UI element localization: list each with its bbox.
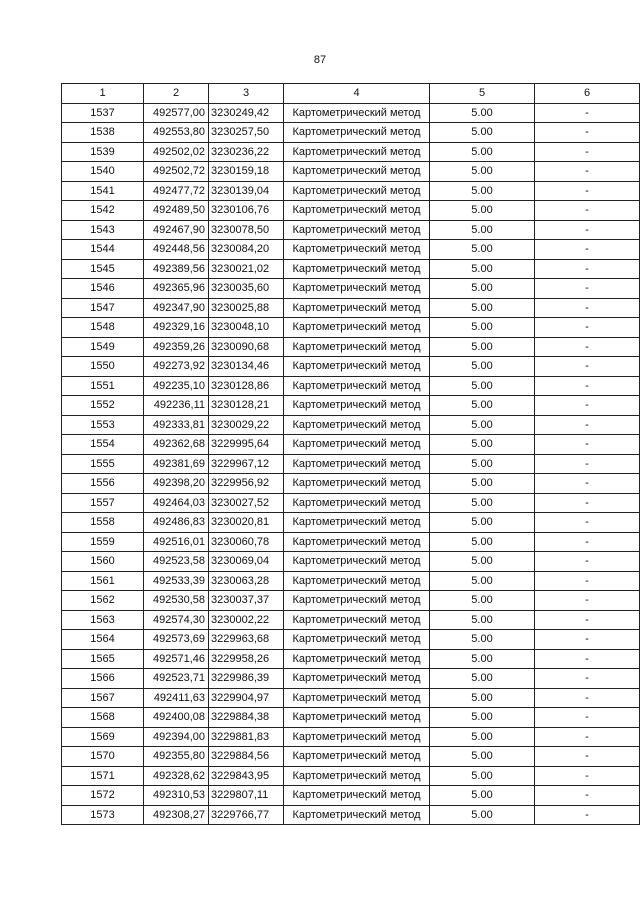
table-row	[62, 123, 640, 143]
method-cell: Картометрический метод	[284, 571, 430, 591]
point-number-cell: 1563	[62, 610, 144, 630]
table-row	[62, 786, 640, 806]
x-coordinate-cell: 492530,58	[144, 591, 209, 611]
note-cell: -	[535, 766, 640, 786]
accuracy-cell: 5.00	[430, 123, 535, 143]
y-coordinate-cell: 3230027,52	[209, 493, 284, 513]
accuracy-cell: 5.00	[430, 727, 535, 747]
point-number-cell: 1552	[62, 396, 144, 416]
x-coordinate-cell: 492400,08	[144, 708, 209, 728]
method-cell: Картометрический метод	[284, 162, 430, 182]
page-number: 87	[313, 54, 327, 66]
accuracy-cell: 5.00	[430, 454, 535, 474]
x-coordinate-cell: 492235,10	[144, 376, 209, 396]
note-cell: -	[535, 376, 640, 396]
y-coordinate-cell: 3229884,38	[209, 708, 284, 728]
y-coordinate-cell: 3230048,10	[209, 318, 284, 338]
table-row	[62, 259, 640, 279]
x-coordinate-cell: 492574,30	[144, 610, 209, 630]
point-number-cell: 1558	[62, 513, 144, 533]
x-coordinate-cell: 492486,83	[144, 513, 209, 533]
y-coordinate-cell: 3230249,42	[209, 103, 284, 123]
method-cell: Картометрический метод	[284, 493, 430, 513]
note-cell: -	[535, 298, 640, 318]
note-cell: -	[535, 337, 640, 357]
accuracy-cell: 5.00	[430, 630, 535, 650]
point-number-cell: 1550	[62, 357, 144, 377]
note-cell: -	[535, 805, 640, 825]
method-cell: Картометрический метод	[284, 727, 430, 747]
method-cell: Картометрический метод	[284, 513, 430, 533]
method-cell: Картометрический метод	[284, 532, 430, 552]
method-cell: Картометрический метод	[284, 669, 430, 689]
x-coordinate-cell: 492523,71	[144, 669, 209, 689]
note-cell: -	[535, 279, 640, 299]
y-coordinate-cell: 3230159,18	[209, 162, 284, 182]
column-header: 6	[535, 84, 640, 104]
accuracy-cell: 5.00	[430, 220, 535, 240]
note-cell: -	[535, 162, 640, 182]
accuracy-cell: 5.00	[430, 688, 535, 708]
table-row	[62, 337, 640, 357]
method-cell: Картометрический метод	[284, 318, 430, 338]
x-coordinate-cell: 492398,20	[144, 474, 209, 494]
table-row	[62, 201, 640, 221]
accuracy-cell: 5.00	[430, 747, 535, 767]
method-cell: Картометрический метод	[284, 630, 430, 650]
x-coordinate-cell: 492328,62	[144, 766, 209, 786]
x-coordinate-cell: 492464,03	[144, 493, 209, 513]
point-number-cell: 1555	[62, 454, 144, 474]
point-number-cell: 1544	[62, 240, 144, 260]
table-row	[62, 220, 640, 240]
method-cell: Картометрический метод	[284, 591, 430, 611]
x-coordinate-cell: 492347,90	[144, 298, 209, 318]
y-coordinate-cell: 3230236,22	[209, 142, 284, 162]
method-cell: Картометрический метод	[284, 415, 430, 435]
x-coordinate-cell: 492573,69	[144, 630, 209, 650]
point-number-cell: 1565	[62, 649, 144, 669]
accuracy-cell: 5.00	[430, 513, 535, 533]
point-number-cell: 1551	[62, 376, 144, 396]
x-coordinate-cell: 492571,46	[144, 649, 209, 669]
accuracy-cell: 5.00	[430, 181, 535, 201]
accuracy-cell: 5.00	[430, 298, 535, 318]
point-number-cell: 1541	[62, 181, 144, 201]
method-cell: Картометрический метод	[284, 298, 430, 318]
accuracy-cell: 5.00	[430, 201, 535, 221]
point-number-cell: 1573	[62, 805, 144, 825]
accuracy-cell: 5.00	[430, 669, 535, 689]
note-cell: -	[535, 571, 640, 591]
x-coordinate-cell: 492362,68	[144, 435, 209, 455]
accuracy-cell: 5.00	[430, 571, 535, 591]
note-cell: -	[535, 474, 640, 494]
y-coordinate-cell: 3230020,81	[209, 513, 284, 533]
point-number-cell: 1571	[62, 766, 144, 786]
table-row	[62, 240, 640, 260]
x-coordinate-cell: 492502,02	[144, 142, 209, 162]
table-row	[62, 396, 640, 416]
method-cell: Картометрический метод	[284, 688, 430, 708]
x-coordinate-cell: 492502,72	[144, 162, 209, 182]
accuracy-cell: 5.00	[430, 103, 535, 123]
note-cell: -	[535, 259, 640, 279]
y-coordinate-cell: 3229986,39	[209, 669, 284, 689]
method-cell: Картометрический метод	[284, 259, 430, 279]
x-coordinate-cell: 492477,72	[144, 181, 209, 201]
note-cell: -	[535, 357, 640, 377]
point-number-cell: 1546	[62, 279, 144, 299]
y-coordinate-cell: 3230128,86	[209, 376, 284, 396]
accuracy-cell: 5.00	[430, 318, 535, 338]
y-coordinate-cell: 3230069,04	[209, 552, 284, 572]
accuracy-cell: 5.00	[430, 649, 535, 669]
table-row	[62, 298, 640, 318]
method-cell: Картометрический метод	[284, 142, 430, 162]
table-row	[62, 805, 640, 825]
y-coordinate-cell: 3230021,02	[209, 259, 284, 279]
note-cell: -	[535, 688, 640, 708]
note-cell: -	[535, 240, 640, 260]
y-coordinate-cell: 3230029,22	[209, 415, 284, 435]
y-coordinate-cell: 3229881,83	[209, 727, 284, 747]
table-row	[62, 571, 640, 591]
note-cell: -	[535, 454, 640, 474]
note-cell: -	[535, 142, 640, 162]
note-cell: -	[535, 669, 640, 689]
point-number-cell: 1542	[62, 201, 144, 221]
coordinates-table	[61, 83, 640, 825]
note-cell: -	[535, 532, 640, 552]
note-cell: -	[535, 123, 640, 143]
method-cell: Картометрический метод	[284, 220, 430, 240]
y-coordinate-cell: 3229884,56	[209, 747, 284, 767]
note-cell: -	[535, 435, 640, 455]
point-number-cell: 1540	[62, 162, 144, 182]
note-cell: -	[535, 552, 640, 572]
table-row	[62, 747, 640, 767]
x-coordinate-cell: 492355,80	[144, 747, 209, 767]
method-cell: Картометрический метод	[284, 708, 430, 728]
table-row	[62, 669, 640, 689]
point-number-cell: 1537	[62, 103, 144, 123]
accuracy-cell: 5.00	[430, 708, 535, 728]
x-coordinate-cell: 492389,56	[144, 259, 209, 279]
point-number-cell: 1538	[62, 123, 144, 143]
point-number-cell: 1554	[62, 435, 144, 455]
table-row	[62, 708, 640, 728]
table-row	[62, 162, 640, 182]
y-coordinate-cell: 3229958,26	[209, 649, 284, 669]
point-number-cell: 1566	[62, 669, 144, 689]
method-cell: Картометрический метод	[284, 123, 430, 143]
column-header: 2	[144, 84, 209, 104]
point-number-cell: 1556	[62, 474, 144, 494]
point-number-cell: 1548	[62, 318, 144, 338]
note-cell: -	[535, 630, 640, 650]
method-cell: Картометрический метод	[284, 786, 430, 806]
x-coordinate-cell: 492394,00	[144, 727, 209, 747]
note-cell: -	[535, 220, 640, 240]
table-row	[62, 630, 640, 650]
note-cell: -	[535, 201, 640, 221]
accuracy-cell: 5.00	[430, 552, 535, 572]
table-row	[62, 435, 640, 455]
accuracy-cell: 5.00	[430, 786, 535, 806]
method-cell: Картометрический метод	[284, 747, 430, 767]
method-cell: Картометрический метод	[284, 435, 430, 455]
table-header-row	[62, 84, 640, 104]
note-cell: -	[535, 747, 640, 767]
method-cell: Картометрический метод	[284, 103, 430, 123]
y-coordinate-cell: 3230037,37	[209, 591, 284, 611]
method-cell: Картометрический метод	[284, 474, 430, 494]
x-coordinate-cell: 492329,16	[144, 318, 209, 338]
y-coordinate-cell: 3230002,22	[209, 610, 284, 630]
accuracy-cell: 5.00	[430, 142, 535, 162]
y-coordinate-cell: 3229967,12	[209, 454, 284, 474]
accuracy-cell: 5.00	[430, 591, 535, 611]
x-coordinate-cell: 492533,39	[144, 571, 209, 591]
method-cell: Картометрический метод	[284, 454, 430, 474]
point-number-cell: 1553	[62, 415, 144, 435]
table-row	[62, 766, 640, 786]
note-cell: -	[535, 415, 640, 435]
accuracy-cell: 5.00	[430, 493, 535, 513]
y-coordinate-cell: 3230060,78	[209, 532, 284, 552]
y-coordinate-cell: 3230139,04	[209, 181, 284, 201]
method-cell: Картометрический метод	[284, 279, 430, 299]
note-cell: -	[535, 181, 640, 201]
table-row	[62, 610, 640, 630]
x-coordinate-cell: 492273,92	[144, 357, 209, 377]
table-row	[62, 552, 640, 572]
note-cell: -	[535, 591, 640, 611]
x-coordinate-cell: 492365,96	[144, 279, 209, 299]
y-coordinate-cell: 3230090,68	[209, 337, 284, 357]
note-cell: -	[535, 786, 640, 806]
x-coordinate-cell: 492308,27	[144, 805, 209, 825]
accuracy-cell: 5.00	[430, 532, 535, 552]
table-row	[62, 357, 640, 377]
y-coordinate-cell: 3229963,68	[209, 630, 284, 650]
x-coordinate-cell: 492489,50	[144, 201, 209, 221]
note-cell: -	[535, 103, 640, 123]
x-coordinate-cell: 492381,69	[144, 454, 209, 474]
point-number-cell: 1557	[62, 493, 144, 513]
table-row	[62, 591, 640, 611]
accuracy-cell: 5.00	[430, 259, 535, 279]
table-row	[62, 474, 640, 494]
column-header: 4	[284, 84, 430, 104]
point-number-cell: 1549	[62, 337, 144, 357]
x-coordinate-cell: 492310,53	[144, 786, 209, 806]
point-number-cell: 1562	[62, 591, 144, 611]
x-coordinate-cell: 492467,90	[144, 220, 209, 240]
y-coordinate-cell: 3230025,88	[209, 298, 284, 318]
point-number-cell: 1547	[62, 298, 144, 318]
column-header: 1	[62, 84, 144, 104]
method-cell: Картометрический метод	[284, 396, 430, 416]
accuracy-cell: 5.00	[430, 474, 535, 494]
y-coordinate-cell: 3229807,11	[209, 786, 284, 806]
table-row	[62, 513, 640, 533]
method-cell: Картометрический метод	[284, 181, 430, 201]
accuracy-cell: 5.00	[430, 240, 535, 260]
point-number-cell: 1543	[62, 220, 144, 240]
point-number-cell: 1568	[62, 708, 144, 728]
point-number-cell: 1560	[62, 552, 144, 572]
y-coordinate-cell: 3230106,76	[209, 201, 284, 221]
table-row	[62, 493, 640, 513]
table-row	[62, 415, 640, 435]
y-coordinate-cell: 3230128,21	[209, 396, 284, 416]
y-coordinate-cell: 3229766,77	[209, 805, 284, 825]
y-coordinate-cell: 3230134,46	[209, 357, 284, 377]
table-row	[62, 727, 640, 747]
note-cell: -	[535, 396, 640, 416]
note-cell: -	[535, 318, 640, 338]
x-coordinate-cell: 492333,81	[144, 415, 209, 435]
table-row	[62, 454, 640, 474]
method-cell: Картометрический метод	[284, 337, 430, 357]
y-coordinate-cell: 3230035,60	[209, 279, 284, 299]
point-number-cell: 1567	[62, 688, 144, 708]
note-cell: -	[535, 649, 640, 669]
column-header: 5	[430, 84, 535, 104]
table-row	[62, 103, 640, 123]
note-cell: -	[535, 493, 640, 513]
point-number-cell: 1564	[62, 630, 144, 650]
table-row	[62, 376, 640, 396]
column-header: 3	[209, 84, 284, 104]
accuracy-cell: 5.00	[430, 415, 535, 435]
note-cell: -	[535, 708, 640, 728]
x-coordinate-cell: 492516,01	[144, 532, 209, 552]
accuracy-cell: 5.00	[430, 337, 535, 357]
point-number-cell: 1545	[62, 259, 144, 279]
accuracy-cell: 5.00	[430, 396, 535, 416]
table-row	[62, 649, 640, 669]
point-number-cell: 1569	[62, 727, 144, 747]
point-number-cell: 1570	[62, 747, 144, 767]
note-cell: -	[535, 727, 640, 747]
table-row	[62, 181, 640, 201]
y-coordinate-cell: 3230257,50	[209, 123, 284, 143]
x-coordinate-cell: 492553,80	[144, 123, 209, 143]
y-coordinate-cell: 3229995,64	[209, 435, 284, 455]
x-coordinate-cell: 492577,00	[144, 103, 209, 123]
y-coordinate-cell: 3230084,20	[209, 240, 284, 260]
table-row	[62, 318, 640, 338]
accuracy-cell: 5.00	[430, 610, 535, 630]
accuracy-cell: 5.00	[430, 805, 535, 825]
table-row	[62, 688, 640, 708]
point-number-cell: 1572	[62, 786, 144, 806]
method-cell: Картометрический метод	[284, 357, 430, 377]
accuracy-cell: 5.00	[430, 162, 535, 182]
accuracy-cell: 5.00	[430, 376, 535, 396]
y-coordinate-cell: 3229904,97	[209, 688, 284, 708]
method-cell: Картометрический метод	[284, 610, 430, 630]
point-number-cell: 1539	[62, 142, 144, 162]
y-coordinate-cell: 3230063,28	[209, 571, 284, 591]
x-coordinate-cell: 492411,63	[144, 688, 209, 708]
y-coordinate-cell: 3229843,95	[209, 766, 284, 786]
method-cell: Картометрический метод	[284, 649, 430, 669]
x-coordinate-cell: 492236,11	[144, 396, 209, 416]
table-body	[62, 103, 640, 825]
method-cell: Картометрический метод	[284, 552, 430, 572]
point-number-cell: 1559	[62, 532, 144, 552]
table-row	[62, 279, 640, 299]
note-cell: -	[535, 513, 640, 533]
accuracy-cell: 5.00	[430, 766, 535, 786]
point-number-cell: 1561	[62, 571, 144, 591]
method-cell: Картометрический метод	[284, 201, 430, 221]
y-coordinate-cell: 3230078,50	[209, 220, 284, 240]
method-cell: Картометрический метод	[284, 376, 430, 396]
y-coordinate-cell: 3229956,92	[209, 474, 284, 494]
x-coordinate-cell: 492359,26	[144, 337, 209, 357]
table-row	[62, 532, 640, 552]
note-cell: -	[535, 610, 640, 630]
method-cell: Картометрический метод	[284, 805, 430, 825]
table-row	[62, 142, 640, 162]
method-cell: Картометрический метод	[284, 766, 430, 786]
x-coordinate-cell: 492448,56	[144, 240, 209, 260]
accuracy-cell: 5.00	[430, 357, 535, 377]
accuracy-cell: 5.00	[430, 435, 535, 455]
accuracy-cell: 5.00	[430, 279, 535, 299]
method-cell: Картометрический метод	[284, 240, 430, 260]
x-coordinate-cell: 492523,58	[144, 552, 209, 572]
